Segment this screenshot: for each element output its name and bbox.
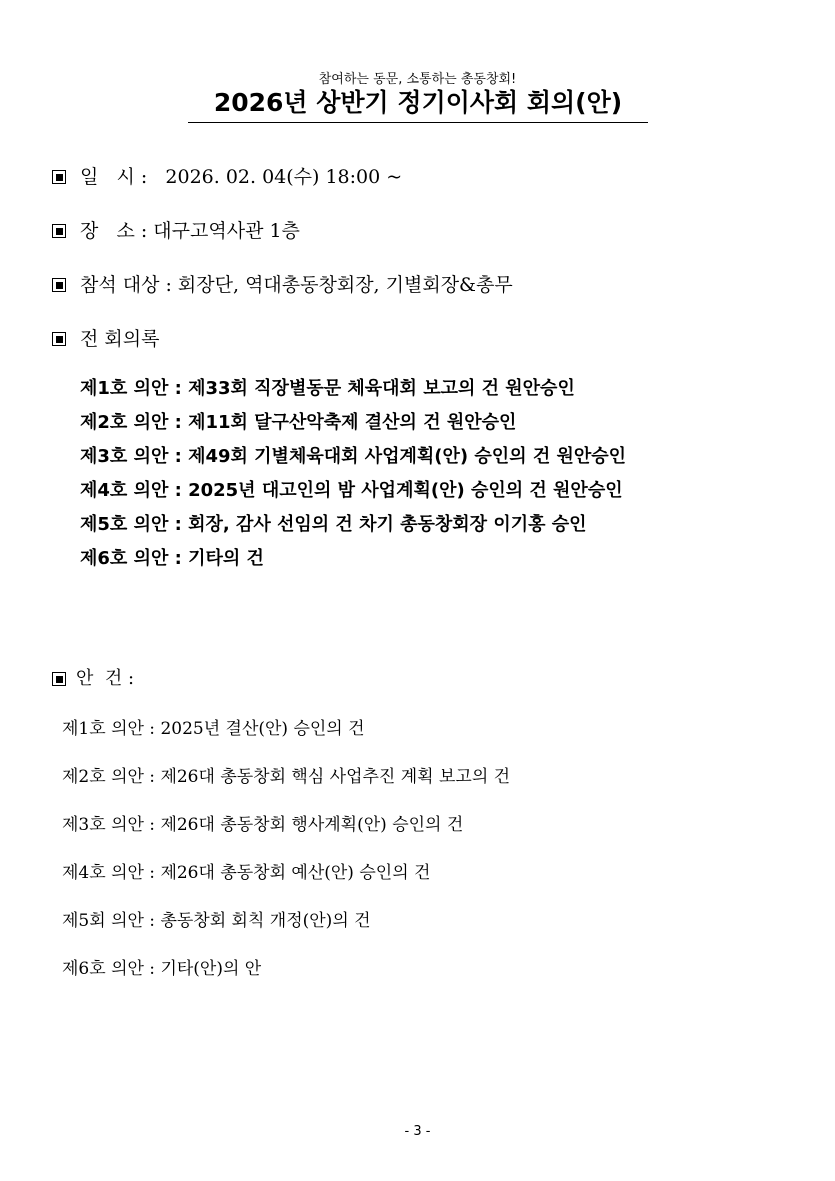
minutes-item: 제6호 의안 : 기타의 건 [80,548,264,569]
agenda-item: 제4호 의안 : 제26대 총동창회 예산(안) 승인의 건 [62,863,431,883]
document-subtitle: 참여하는 동문, 소통하는 총동창회! [318,72,517,87]
info-text: 전 회의록 [80,328,160,350]
agenda-item: 제1호 의안 : 2025년 결산(안) 승인의 건 [62,719,365,739]
title-underline [188,122,648,123]
minutes-item: 제2호 의안 : 제11회 달구산악축제 결산의 건 원안승인 [80,412,517,433]
agenda-item: 제2호 의안 : 제26대 총동창회 핵심 사업추진 계획 보고의 건 [62,767,511,787]
square-bullet-icon [52,672,66,686]
info-row-attendees [52,272,513,298]
title-block [188,86,648,123]
square-bullet-icon [52,278,66,292]
info-row-location [52,218,300,244]
minutes-item: 제3호 의안 : 제49회 기별체육대회 사업계획(안) 승인의 건 원안승인 [80,446,627,467]
minutes-item: 제5호 의안 : 회장, 감사 선임의 건 차기 총동창회장 이기홍 승인 [80,514,587,535]
info-row-datetime [52,164,402,190]
page-number: - 3 - [404,1124,431,1139]
agenda-item: 제3호 의안 : 제26대 총동창회 행사계획(안) 승인의 건 [62,815,464,835]
square-bullet-icon [52,332,66,346]
minutes-item: 제1호 의안 : 제33회 직장별동문 체육대회 보고의 건 원안승인 [80,378,575,399]
info-row-previous-minutes [52,326,159,352]
agenda-item: 제5회 의안 : 총동창회 회칙 개정(안)의 건 [62,911,371,931]
info-text: 장 소 : 대구고역사관 1층 [80,220,300,242]
info-text: 참석 대상 : 회장단, 역대총동창회장, 기별회장&총무 [80,274,513,296]
agenda-heading-row [52,666,134,692]
square-bullet-icon [52,170,66,184]
agenda-item: 제6호 의안 : 기타(안)의 안 [62,959,262,979]
minutes-item: 제4호 의안 : 2025년 대고인의 밤 사업계획(안) 승인의 건 원안승인 [80,480,623,501]
agenda-heading: 안 건 : [76,668,135,689]
square-bullet-icon [52,224,66,238]
document-title: 2026년 상반기 정기이사회 회의(안) [213,88,623,117]
info-text: 일 시 : 2026. 02. 04(수) 18:00 ~ [80,166,403,188]
